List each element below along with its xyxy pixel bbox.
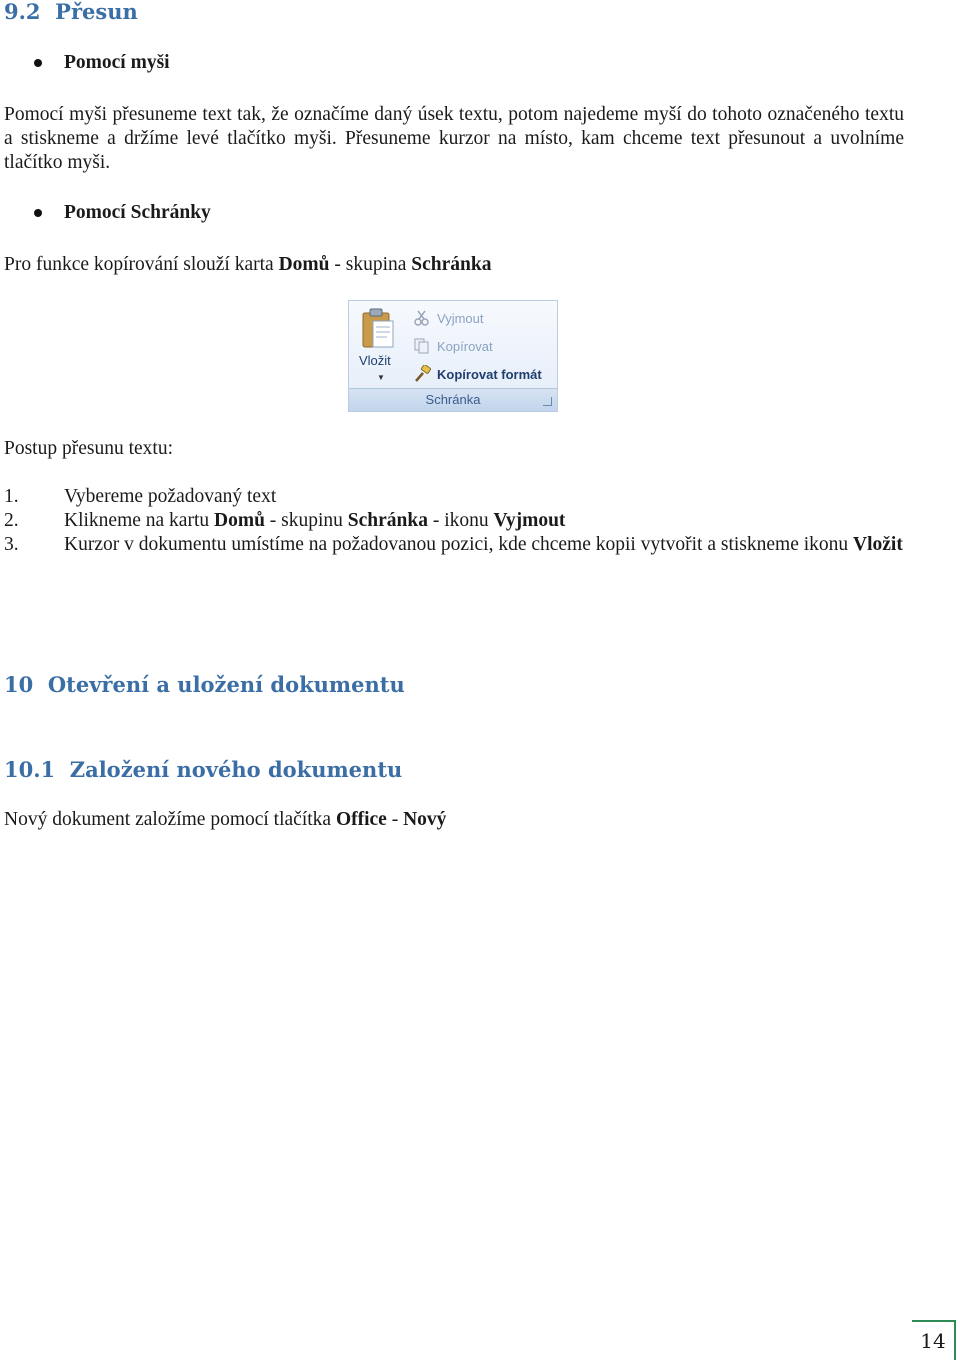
steps-list <box>4 485 909 557</box>
copy-icon <box>413 337 431 355</box>
bold-text-domu: Domů <box>278 254 330 275</box>
bold-text: Vyjmout <box>493 510 566 531</box>
text-run: Kurzor v dokumentu umístíme na požadovanou pozici, kde chceme kopii vytvořit a stiskneme ikonu <box>64 534 854 555</box>
bullet-icon <box>34 59 42 67</box>
clipboard-ribbon-image <box>348 300 558 412</box>
list-number: 1. <box>4 486 19 507</box>
bold-text-novy: Nový <box>403 809 447 830</box>
paragraph-new-document <box>4 808 446 832</box>
copy-item <box>413 337 493 355</box>
bold-text-schranka: Schránka <box>411 254 492 275</box>
bullet-item-clipboard <box>34 201 211 225</box>
paste-label: Vložit <box>359 353 391 368</box>
format-painter-brush-icon <box>413 365 431 383</box>
text-run: - skupinu <box>264 510 348 531</box>
cut-item <box>413 309 483 327</box>
bullet-title-mouse: Pomocí myši <box>64 52 170 73</box>
chevron-down-icon: ▼ <box>377 373 385 382</box>
list-text <box>64 509 565 533</box>
text-run: Nový dokument založíme pomocí tlačítka <box>4 809 336 830</box>
group-label-schranka: Schránka <box>349 388 557 411</box>
format-painter-label: Kopírovat formát <box>437 366 542 382</box>
list-item <box>4 509 909 533</box>
bold-text-office: Office <box>335 809 387 830</box>
list-number: 2. <box>4 510 19 531</box>
bold-text: Vložit <box>853 534 903 555</box>
section-heading-9-2: 9.2 Přesun <box>4 0 138 24</box>
text-run: - skupina <box>329 254 412 275</box>
section-heading-10: 10 Otevření a uložení dokumentu <box>4 672 405 697</box>
bold-text: Schránka <box>347 510 428 531</box>
list-number: 3. <box>4 534 19 555</box>
page-number: 14 <box>912 1320 956 1360</box>
copy-label: Kopírovat <box>437 338 493 354</box>
cut-label: Vyjmout <box>437 310 484 326</box>
list-text <box>64 533 903 557</box>
list-item <box>4 533 909 557</box>
bullet-title-clipboard: Pomocí Schránky <box>64 202 211 223</box>
steps-title: Postup přesunu textu: <box>4 438 173 459</box>
text-run: Klikneme na kartu <box>64 510 214 531</box>
dialog-launcher-icon <box>543 397 552 406</box>
list-item <box>4 485 909 509</box>
bold-text: Domů <box>214 510 265 531</box>
section-heading-10-1: 10.1 Založení nového dokumentu <box>4 757 403 782</box>
paragraph-mouse-move: Pomocí myši přesuneme text tak, že označíme daný úsek textu, potom najedeme myší do tohoto označeného textu a stiskneme a držíme levé tlačítko myši. Přesuneme kurzor na místo, kam chceme text přesunout a uvolníme tlačítko myši. <box>4 104 904 173</box>
text-run: Pro funkce kopírování slouží karta <box>4 254 279 275</box>
bullet-icon <box>34 209 42 217</box>
text-run: - ikonu <box>428 510 494 531</box>
bullet-item-mouse <box>34 51 170 75</box>
list-text: Vybereme požadovaný text <box>64 486 277 507</box>
text-run: - <box>386 809 404 830</box>
scissors-icon <box>413 309 431 327</box>
paragraph-clipboard <box>4 253 491 277</box>
format-painter-item <box>413 365 542 383</box>
paste-clipboard-icon <box>361 307 397 356</box>
